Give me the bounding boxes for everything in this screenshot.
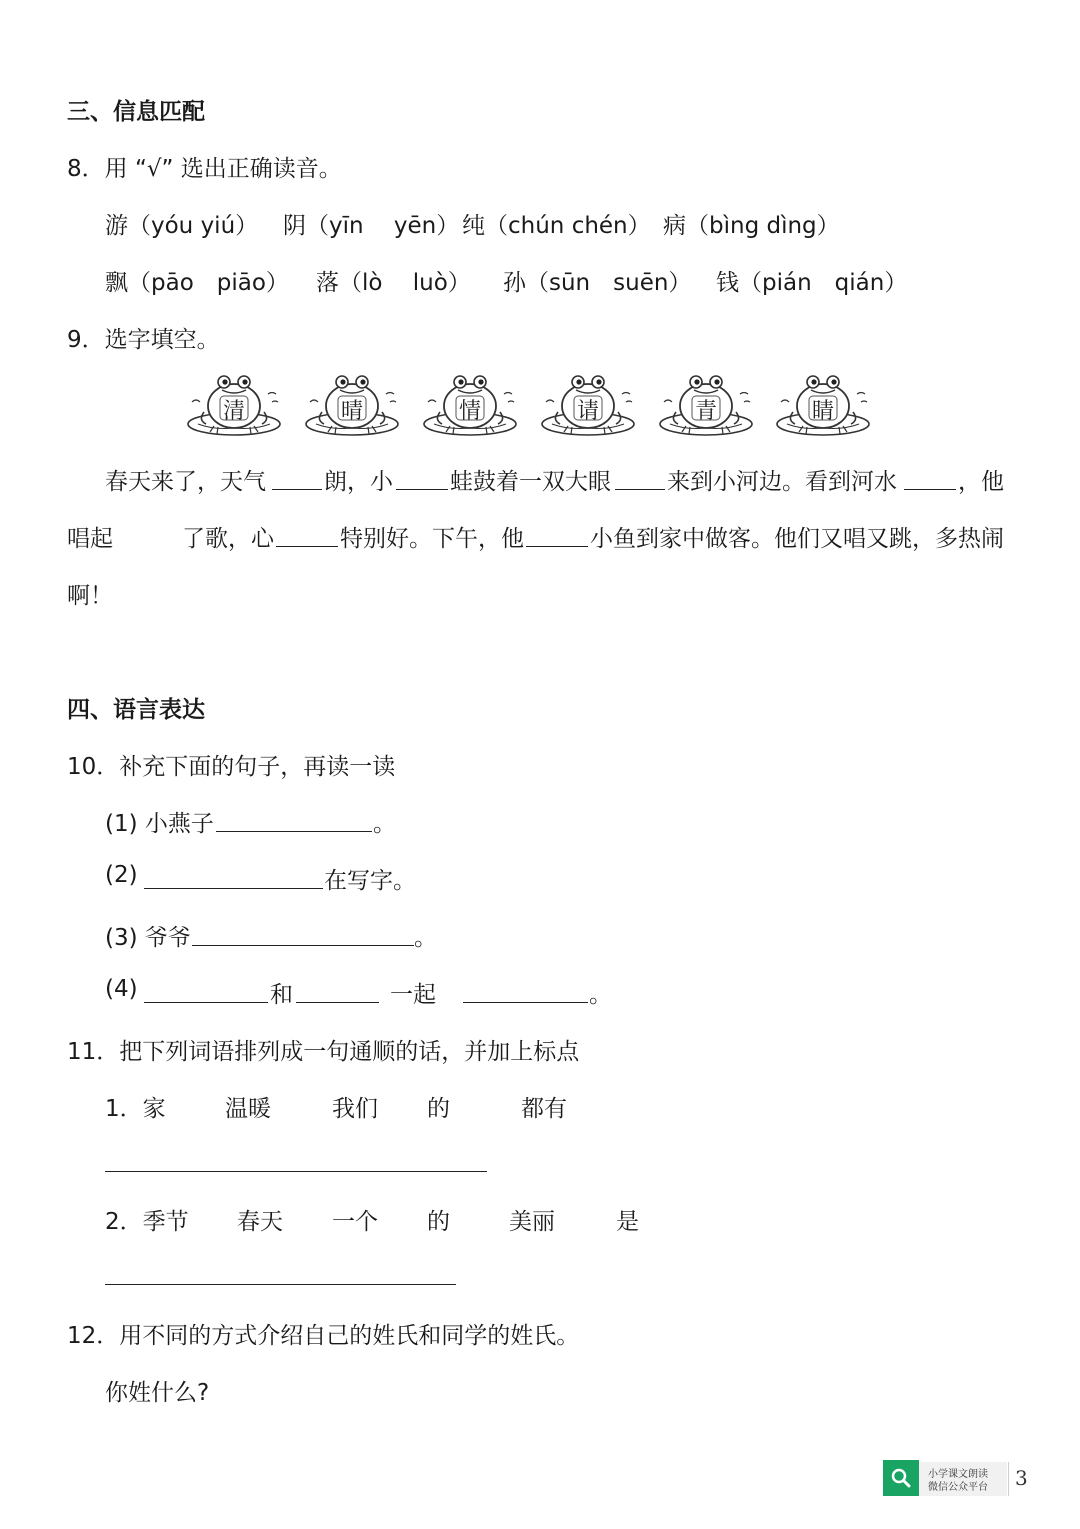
frog-character: 清 xyxy=(222,399,245,424)
brand-line-2: 微信公众平台 xyxy=(928,1482,988,1493)
sentence-4-start: (4) xyxy=(105,976,138,1002)
word-chip: 春天 xyxy=(237,1209,283,1235)
pinyin-options: （yóu yiú） xyxy=(128,213,259,239)
sentence-2-end: 在写字。 xyxy=(324,868,416,894)
passage-fragment: 春天来了，天气 xyxy=(105,469,266,495)
passage-fragment: ，他 xyxy=(958,469,1004,495)
passage-fragment: 唱起 xyxy=(67,526,113,552)
q9-prompt: 9．选字填空。 xyxy=(67,327,220,353)
pinyin-char: 飘 xyxy=(105,270,128,296)
frog-character: 晴 xyxy=(340,399,363,424)
pinyin-item xyxy=(503,264,691,297)
blank-line[interactable] xyxy=(904,489,956,490)
passage-fragment: 啊！ xyxy=(67,583,113,609)
frog-illustration xyxy=(538,372,638,440)
pinyin-item xyxy=(316,264,471,297)
blank-line[interactable] xyxy=(144,888,323,889)
passage-fragment: 小鱼到家中做客。他们又唱又跳，多热闹 xyxy=(590,526,1004,552)
blank-line[interactable] xyxy=(192,945,414,946)
word-chip: 一个 xyxy=(332,1209,378,1235)
blank-line[interactable] xyxy=(463,1002,588,1003)
passage-fragment: 了歌，心 xyxy=(182,526,274,552)
passage-fragment: 来到小河边。看到河水 xyxy=(667,469,897,495)
q8-prompt: 8．用 “√” 选出正确读音。 xyxy=(67,156,342,182)
word-chip: 是 xyxy=(616,1209,639,1235)
frog-character: 情 xyxy=(458,399,481,424)
word-chip: 的 xyxy=(427,1209,450,1235)
brand-line-1: 小学课文朗读 xyxy=(928,1469,988,1480)
pinyin-item xyxy=(716,264,907,297)
pinyin-item xyxy=(663,207,840,240)
frog-character: 请 xyxy=(576,399,599,424)
pinyin-item xyxy=(105,264,289,297)
frog-illustration xyxy=(184,372,284,440)
frog-illustration xyxy=(302,372,402,440)
pinyin-item xyxy=(462,207,651,240)
blank-line[interactable] xyxy=(526,546,588,547)
pinyin-char: 钱 xyxy=(716,270,739,296)
blank-line[interactable] xyxy=(144,1002,268,1003)
sentence-4-and: 和 xyxy=(270,982,293,1008)
pinyin-options: （lò luò） xyxy=(339,270,471,296)
word-row-2-label: 2．季节 xyxy=(105,1209,189,1235)
pinyin-char: 病 xyxy=(663,213,686,239)
word-chip: 我们 xyxy=(332,1096,378,1122)
pinyin-item xyxy=(283,207,459,240)
sentence-1-start: (1) 小燕子 xyxy=(105,811,214,837)
blank-line[interactable] xyxy=(615,489,665,490)
pinyin-item xyxy=(105,207,258,240)
frog-character: 青 xyxy=(694,399,717,424)
passage-fragment: 朗，小 xyxy=(324,469,393,495)
passage-fragment: 特别好。下午，他 xyxy=(340,526,524,552)
q10-prompt: 10．补充下面的句子，再读一读 xyxy=(67,754,396,780)
q11-prompt: 11．把下列词语排列成一句通顺的话，并加上标点 xyxy=(67,1039,580,1065)
pinyin-options: （bìng dìng） xyxy=(686,213,840,239)
pinyin-char: 游 xyxy=(105,213,128,239)
sentence-2-start: (2) xyxy=(105,862,138,888)
word-chip: 温暖 xyxy=(225,1096,271,1122)
pinyin-char: 落 xyxy=(316,270,339,296)
blank-line[interactable] xyxy=(396,489,448,490)
page-number: 3 xyxy=(1015,1466,1028,1490)
sentence-1-end: 。 xyxy=(373,811,396,837)
pinyin-options: （chún chén） xyxy=(485,213,651,239)
pinyin-options: （pāo piāo） xyxy=(128,270,289,296)
frog-character: 睛 xyxy=(811,399,834,424)
pinyin-char: 纯 xyxy=(462,213,485,239)
q12-prompt: 12．用不同的方式介绍自己的姓氏和同学的姓氏。 xyxy=(67,1323,580,1349)
blank-line[interactable] xyxy=(272,489,322,490)
brand-logo xyxy=(883,1460,919,1496)
sentence-4-together: 一起 xyxy=(390,982,436,1008)
pinyin-char: 孙 xyxy=(503,270,526,296)
word-chip: 都有 xyxy=(521,1096,567,1122)
passage-fragment: 蛙鼓着一双大眼 xyxy=(450,469,611,495)
blank-line[interactable] xyxy=(296,1002,379,1003)
word-chip: 的 xyxy=(427,1096,450,1122)
search-icon xyxy=(883,1460,919,1496)
divider xyxy=(1008,1462,1009,1496)
pinyin-options: （pián qián） xyxy=(739,270,908,296)
blank-line[interactable] xyxy=(216,831,372,832)
sentence-3-start: (3) 爷爷 xyxy=(105,925,191,951)
q12-ask: 你姓什么? xyxy=(105,1380,210,1406)
section-3-title: 三、信息匹配 xyxy=(67,99,205,125)
frog-illustration xyxy=(773,372,873,440)
answer-line[interactable] xyxy=(105,1171,487,1172)
pinyin-char: 阴 xyxy=(283,213,306,239)
pinyin-options: （sūn suēn） xyxy=(526,270,692,296)
frog-illustration xyxy=(420,372,520,440)
sentence-3-end: 。 xyxy=(414,925,437,951)
section-4-title: 四、语言表达 xyxy=(67,697,205,723)
pinyin-options: （yīn yēn） xyxy=(306,213,460,239)
word-chip: 美丽 xyxy=(509,1209,555,1235)
answer-line[interactable] xyxy=(105,1284,456,1285)
blank-line[interactable] xyxy=(276,546,338,547)
frog-illustration xyxy=(656,372,756,440)
sentence-4-end: 。 xyxy=(589,982,612,1008)
word-row-1-label: 1．家 xyxy=(105,1096,166,1122)
